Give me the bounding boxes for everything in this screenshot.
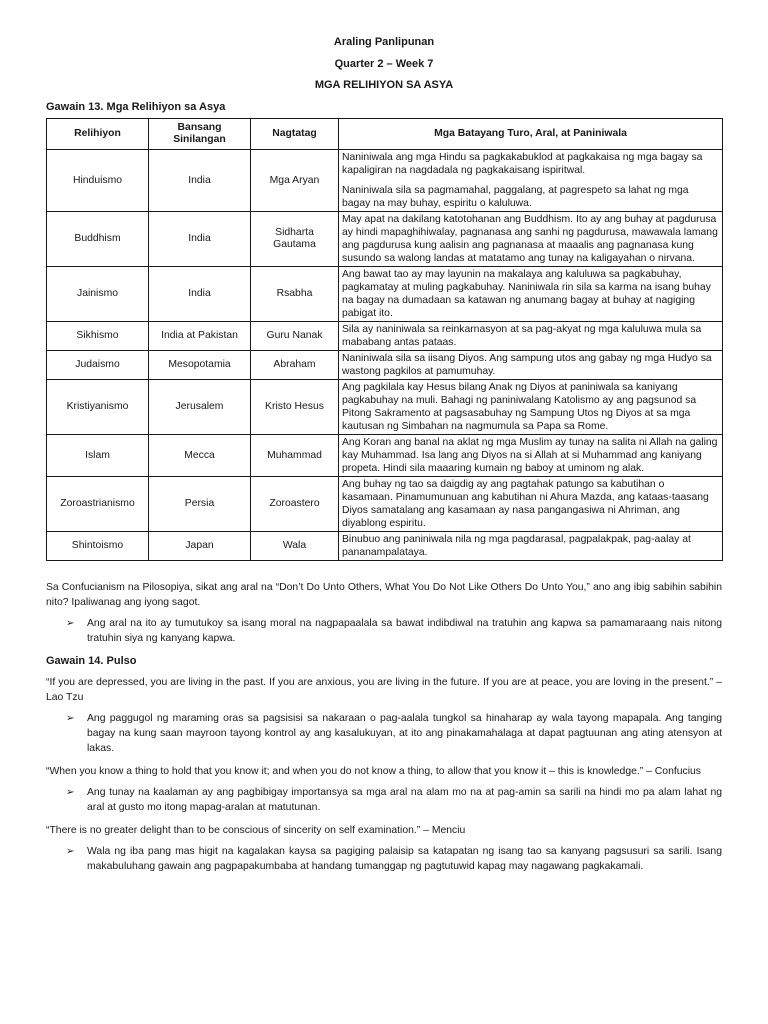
cell-bansa: India	[149, 212, 251, 267]
table-row	[47, 267, 723, 322]
cell-turo	[339, 150, 723, 212]
cell-relihiyon: Jainismo	[47, 267, 149, 322]
cell-nagtatag: Rsabha	[251, 267, 339, 322]
cell-relihiyon: Buddhism	[47, 212, 149, 267]
table-row	[47, 380, 723, 435]
cell-nagtatag: Sidharta Gautama	[251, 212, 339, 267]
column-header-relihiyon: Relihiyon	[47, 119, 149, 150]
cell-nagtatag: Mga Aryan	[251, 150, 339, 212]
column-header-bansa: Bansang Sinilangan	[149, 119, 251, 150]
cell-nagtatag: Zoroastero	[251, 477, 339, 532]
cell-relihiyon: Zoroastrianismo	[47, 477, 149, 532]
answer-text: Wala ng iba pang mas higit na kagalakan kaysa sa pagiging palaisip sa katapatan ng isang tao sa kanyang pagsusuri sa sarili. Isang makabuluhang gawain ang pagpapakumbaba at handang tumanggap ng pagtutuwid kapag may nagawang pagkakamali.	[87, 846, 722, 872]
table-row	[47, 351, 723, 380]
gawain13-title: Gawain 13. Mga Relihiyon sa Asya	[46, 101, 226, 113]
cell-turo: May apat na dakilang katotohanan ang Buddhism. Ito ay ang buhay at pagdurusa ay hindi mapaghihiwalay, pagnanasa ang sanhi ng pagdurusa, mawawala lamang ang pagdurusa kung aalisin ang pagnanasa at maaalis ang pagnanasa kung susundo sa walong landas at matatamo ang tunay na kaligayahan o nirvana.	[339, 212, 723, 267]
bullet-arrow-icon: ➢	[66, 618, 75, 629]
religions-table	[46, 118, 723, 561]
confucianism-question: Sa Confucianism na Pilosopiya, sikat ang aral na “Don’t Do Unto Others, What You Do Not Like Others Do Unto You,” ano ang ibig sabihin sabihin nito? Ipaliwanag ang iyong sagot.	[46, 582, 722, 608]
confucianism-answer	[66, 616, 722, 646]
answer-text: Ang paggugol ng maraming oras sa pagsisisi sa nakaraan o pag-aalala tungkol sa hinaharap ay wala tayong mapapala. Ang tanging bagay na kung saan mayroon tayong kontrol ay ang kasalukuyan, at ito ang pinakamahalaga at dapat pagtuunan ang ating atensyon at lakas.	[87, 713, 722, 754]
cell-bansa: India	[149, 267, 251, 322]
cell-bansa: Mesopotamia	[149, 351, 251, 380]
cell-bansa: Mecca	[149, 435, 251, 477]
cell-relihiyon: Hinduismo	[47, 150, 149, 212]
quarter-heading: Quarter 2 – Week 7	[334, 58, 434, 70]
column-header-nagtatag: Nagtatag	[251, 119, 339, 150]
quote-answer	[66, 844, 722, 874]
table-row	[47, 150, 723, 212]
cell-bansa: Jerusalem	[149, 380, 251, 435]
table-row	[47, 212, 723, 267]
answer-text: Ang tunay na kaalaman ay ang pagbibigay importansya sa mga aral na alam mo na at pag-amin sa sarili na hindi mo pa alam lahat ng aral at gusto mo itong mapag-aralan at matutunan.	[87, 787, 722, 813]
column-header-turo: Mga Batayang Turo, Aral, at Paniniwala	[339, 119, 723, 150]
cell-nagtatag: Wala	[251, 532, 339, 561]
cell-turo-paragraph: Naniniwala sila sa pagmamahal, paggalang, at pagrespeto sa lahat ng mga bagay na may buhay, espiritu o kaluluwa.	[342, 185, 689, 209]
table-row	[47, 435, 723, 477]
cell-nagtatag: Guru Nanak	[251, 322, 339, 351]
subject-heading: Araling Panlipunan	[333, 36, 435, 48]
document-page	[46, 36, 722, 874]
cell-turo: Ang Koran ang banal na aklat ng mga Muslim ay tunay na salita ni Allah na galing kay Muhammad. Isa lang ang Diyos na si Allah at si Muhammad ang kaniyang propeta. Hindi sila maaaring kumain ng baboy at uminom ng alak.	[339, 435, 723, 477]
answer-text: Ang aral na ito ay tumutukoy sa isang moral na nagpapaalala sa bawat indibdiwal na tratuhin ang kapwa sa pamamaraang nais nitong tratuhin siya ng kanyang kapwa.	[87, 618, 722, 644]
cell-turo: Naniniwala sila sa iisang Diyos. Ang sampung utos ang gabay ng mga Hudyo sa wastong pagkilos at pamumuhay.	[339, 351, 723, 380]
cell-bansa: India	[149, 150, 251, 212]
cell-turo: Ang buhay ng tao sa daigdig ay ang pagtahak patungo sa kabutihan o kasamaan. Pinamumunuan ang kabutihan ni Ahura Mazda, ang kataas-taasang Diyos samatalang ang kasamaan ay nasa pangangasiwa ni Ahriman, ang diyablong espiritu.	[339, 477, 723, 532]
cell-bansa: Persia	[149, 477, 251, 532]
quote-text: “There is no greater delight than to be conscious of sincerity on self examination.” – Menciu	[46, 825, 466, 836]
quote-answer	[66, 711, 722, 756]
topic-heading: MGA RELIHIYON SA ASYA	[314, 79, 454, 91]
bullet-arrow-icon: ➢	[66, 787, 75, 798]
cell-nagtatag: Kristo Hesus	[251, 380, 339, 435]
quote-answer	[66, 785, 722, 815]
gawain14-title: Gawain 14. Pulso	[46, 655, 137, 667]
table-row	[47, 477, 723, 532]
cell-relihiyon: Islam	[47, 435, 149, 477]
cell-turo: Binubuo ang paniniwala nila ng mga pagdarasal, pagpalakpak, pag-aalay at pananampalataya.	[339, 532, 723, 561]
cell-turo: Sila ay naniniwala sa reinkarnasyon at sa pag-akyat ng mga kaluluwa mula sa mababang antas pataas.	[339, 322, 723, 351]
cell-nagtatag: Abraham	[251, 351, 339, 380]
cell-relihiyon: Sikhismo	[47, 322, 149, 351]
cell-turo: Ang bawat tao ay may layunin na makalaya ang kaluluwa sa pagkabuhay, pagkamatay at muling pagkabuhay. Naniniwala rin sila sa karma na isang buhay na bagay na dumadaan sa katawan ng anumang bagay at buhay at nagiging pabigat ito.	[339, 267, 723, 322]
cell-relihiyon: Kristiyanismo	[47, 380, 149, 435]
cell-relihiyon: Judaismo	[47, 351, 149, 380]
table-header-row	[47, 119, 723, 150]
bullet-arrow-icon: ➢	[66, 846, 75, 857]
cell-bansa: Japan	[149, 532, 251, 561]
cell-nagtatag: Muhammad	[251, 435, 339, 477]
table-row	[47, 322, 723, 351]
quote-text: “When you know a thing to hold that you know it; and when you do not know a thing, to allow that you know it – this is knowledge.” – Confucius	[46, 766, 701, 777]
quote-text: “If you are depressed, you are living in the past. If you are anxious, you are living in the future. If you are at peace, you are loving in the present.” – Lao Tzu	[46, 677, 722, 703]
bullet-arrow-icon: ➢	[66, 713, 75, 724]
cell-bansa: India at Pakistan	[149, 322, 251, 351]
cell-relihiyon: Shintoismo	[47, 532, 149, 561]
table-row	[47, 532, 723, 561]
cell-turo-paragraph: Naniniwala ang mga Hindu sa pagkakabuklod at pagkakaisa ng mga bagay sa kapaligiran na nagdadala ng pagkakaisang ispiritwal.	[342, 152, 703, 176]
cell-turo: Ang pagkilala kay Hesus bilang Anak ng Diyos at paniniwala sa kaniyang pagkabuhay na muli. Bahagi ng paniniwalang Katolismo ay ang pagsunod sa Pitong Sakramento at pagsasabuhay ng Sampung Utos ng Diyos at sa mga kautusan ng Simbahan na nagmumula sa Papa sa Rome.	[339, 380, 723, 435]
